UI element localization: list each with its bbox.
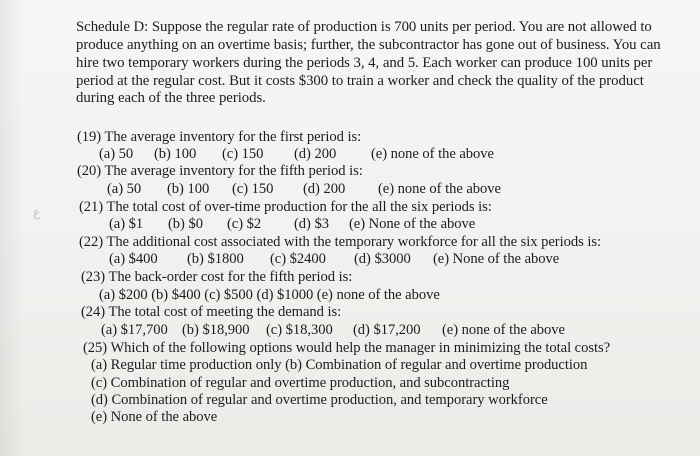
option-d: (d) 200 (303, 181, 346, 197)
question-25-option-e: (e) None of the above (91, 409, 218, 425)
option-d: (d) $3000 (354, 251, 411, 267)
option-d: (d) $3 (294, 216, 329, 232)
option-a: (a) $1 (109, 216, 144, 232)
option-e: (e) none of the above (378, 181, 501, 197)
question-25: (25) Which of the following options would help the manager in minimizing the total costs? (83, 340, 611, 356)
question-19-options (99, 146, 494, 163)
option-c: (c) 150 (232, 181, 274, 197)
option-c: (c) 150 (222, 146, 264, 162)
question-19: (19) The average inventory for the first period is: (77, 129, 362, 145)
option-e: (e) none of the above (442, 322, 565, 338)
option-e: (e) none of the above (371, 146, 494, 162)
option-e: (e) None of the above (433, 251, 560, 267)
question-25-option-ab: (a) Regular time production only (b) Combination of regular and overtime production (91, 357, 588, 373)
option-c: (c) $2 (227, 216, 262, 232)
option-b: (b) $1800 (187, 251, 244, 267)
option-a: (a) 50 (107, 181, 142, 197)
schedule-line-4: period at the regular cost. But it costs $300 to train a worker and check the quality of the product (76, 73, 644, 89)
question-22-options (109, 251, 559, 268)
option-c: (c) $2400 (270, 251, 326, 267)
option-b: (b) 100 (167, 181, 210, 197)
option-a: (a) $17,700 (101, 322, 168, 338)
question-24-options (101, 322, 565, 339)
schedule-line-1: Schedule D: Suppose the regular rate of production is 700 units per period. You are not allowed to (76, 19, 652, 35)
option-c: (c) $18,300 (266, 322, 333, 338)
option-d: (d) $17,200 (353, 322, 421, 338)
schedule-line-3: hire two temporary workers during the periods 3, 4, and 5. Each worker can produce 100 units per (76, 55, 653, 71)
question-22: (22) The additional cost associated with the temporary workforce for all the six periods is: (79, 234, 601, 250)
question-25-option-c: (c) Combination of regular and overtime production, and subcontracting (91, 375, 510, 391)
option-b: (b) $18,900 (182, 322, 250, 338)
question-21: (21) The total cost of over-time production for the all the six periods is: (79, 199, 492, 215)
question-23-options: (a) $200 (b) $400 (c) $500 (d) $1000 (e) none of the above (99, 287, 440, 303)
option-b: (b) 100 (154, 146, 197, 162)
question-24: (24) The total cost of meeting the demand is: (81, 304, 342, 320)
question-23: (23) The back-order cost for the fifth period is: (81, 269, 353, 285)
option-e: (e) None of the above (349, 216, 476, 232)
schedule-line-5: during each of the three periods. (76, 90, 266, 106)
question-20: (20) The average inventory for the fifth period is: (77, 163, 363, 179)
paper-mark: ع (33, 205, 41, 219)
option-a: (a) $400 (109, 251, 158, 267)
option-d: (d) 200 (294, 146, 337, 162)
question-21-options (109, 216, 475, 233)
question-25-option-d: (d) Combination of regular and overtime production, and temporary workforce (91, 392, 548, 408)
page-shadow (0, 0, 24, 456)
option-b: (b) $0 (168, 216, 203, 232)
option-a: (a) 50 (99, 146, 134, 162)
question-20-options (107, 181, 501, 198)
schedule-line-2: produce anything on an overtime basis; further, the subcontractor has gone out of business. You can (76, 37, 661, 53)
